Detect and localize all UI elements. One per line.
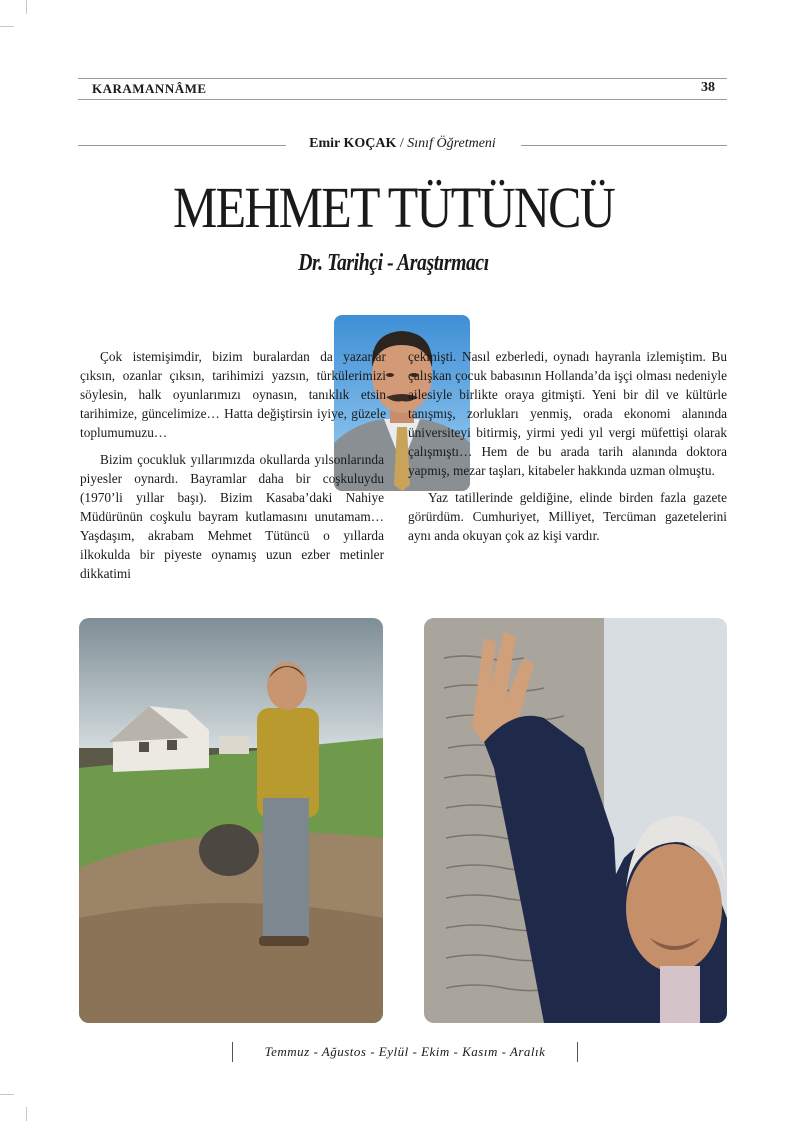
byline [78,136,727,152]
crop-mark [26,0,27,14]
author-name: Emir KOÇAK [309,136,397,151]
crop-mark [26,1107,27,1121]
paragraph: Yaz tatillerinde geldiğine, elinde birden fazla gazete görürdüm. Cumhuriyet, Milliyet, Tercüman gazetelerini aynı anda okuyan çok az kişi vardır. [408,490,727,543]
footer-months: Temmuz - Ağustos - Eylül - Ekim - Kasım - Aralık [264,1044,546,1059]
magazine-name: KARAMANNÂME [92,81,207,96]
article-subtitle: Dr. Tarihçi - Araştırmacı [298,250,489,276]
byline-separator: / [396,136,408,151]
inscription-photo [424,618,727,1023]
paragraph: çekmişti. Nasıl ezberledi, oynadı hayranla izlemiştim. Bu çalışkan çocuk babasının Hollanda’da işçi olması nedeniyle ailesiyle birlikte oraya gitmişti. Yeni bir dil ve kültürle tanışmış, zorlukları yenmiş, orada ekonomi alanında üniversiteyi bitirmiş, yirmi yedi yıl vergi müfettişi olarak çalışmıştı… Hem de bu arada tarih alanında doktora yapmış, mezar taşları, kitabeler hakkında uzman olmuştu. [408,349,727,478]
running-header [78,78,727,100]
byline-row [78,136,727,154]
text-column-right [408,347,727,553]
author-role: Sınıf Öğretmeni [407,136,496,151]
paragraph: Bizim çocukluk yıllarımızda okullarda yılsonlarında piyesler oynardı. Bayramlar daha bir coşkuluydu (1970’li yıllar başı). Bizim Kasaba’daki Nahiye Müdürünün coşkulu bayram kutlamasını unutamam… Yaşdaşım, akrabam Mehmet Tütüncü o yıllarda ilkokulda bir piyeste oynamış uzun ezber metinler dikkatimi [80,452,384,581]
crop-mark [0,1094,14,1095]
inscription-image [424,618,727,1023]
article-title: MEHMET TÜTÜNCÜ [172,175,615,240]
crop-mark [0,26,14,27]
childhood-photo [79,618,383,1023]
page-number: 38 [701,80,715,95]
text-column-left [80,347,384,591]
paragraph: Çok istemişimdir, bizim buralardan da yazarlar çıksın, ozanlar çıksın, tarihimizi yazsın, türkülerimizi söylesin, halk oyunlarımızı oynasın, tanıklık etsin tarihimize, güncelimize… Hatta değiştirsin iyiye, güzele toplumumuzu… [80,349,386,440]
footer [232,1042,578,1062]
childhood-image [79,618,383,1023]
